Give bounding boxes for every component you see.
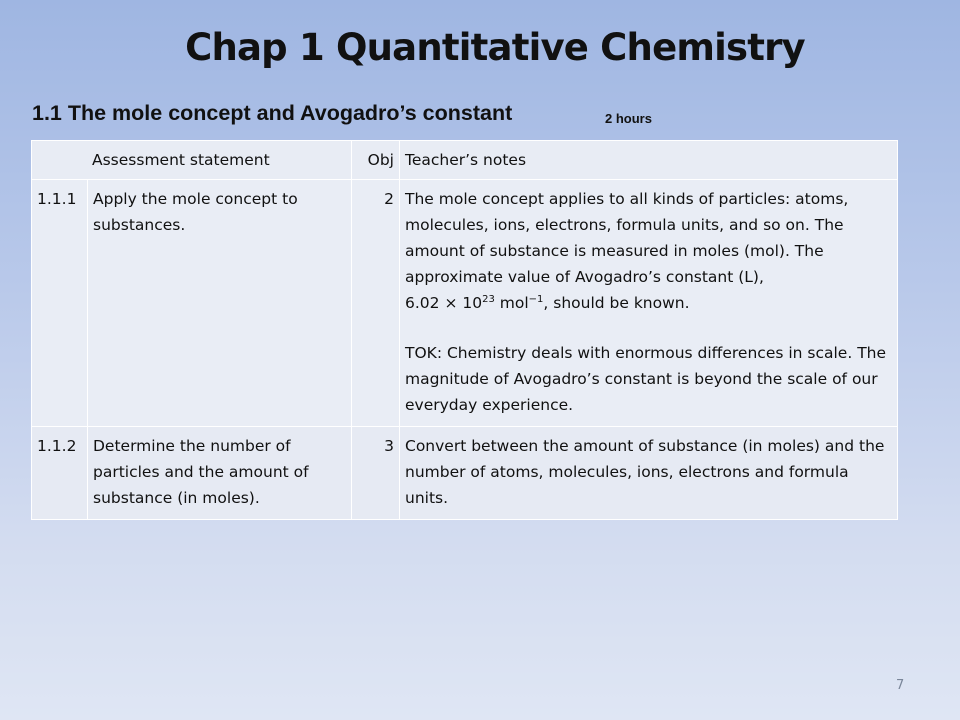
row-obj: 2 (352, 180, 400, 427)
duration-label: 2 hours (605, 111, 652, 126)
row-statement: Determine the number of particles and the amount of substance (in moles). (88, 427, 352, 520)
notes-text: The mole concept applies to all kinds of particles: atoms, molecules, ions, electrons, formula units, and so on. The amount of substance is measured in moles (mol). The approximate value of Avogadro’s constant (L), (405, 190, 849, 286)
table-header-row (32, 141, 898, 180)
row-notes: Convert between the amount of substance (in moles) and the number of atoms, molecules, ions, electrons and formula units. (400, 427, 898, 520)
table-row (32, 427, 898, 520)
section-heading: 1.1 The mole concept and Avogadro’s constant (32, 101, 513, 125)
page-number: 7 (896, 678, 905, 693)
slide-title: Chap 1 Quantitative Chemistry (185, 26, 805, 69)
tok-note: TOK: Chemistry deals with enormous differences in scale. The magnitude of Avogadro’s constant is beyond the scale of our everyday experience. (405, 344, 887, 414)
table-row (32, 180, 898, 427)
row-code: 1.1.2 (32, 427, 88, 520)
row-notes (400, 180, 898, 427)
header-assessment-statement: Assessment statement (32, 141, 352, 180)
avogadro-value: $6.02 \times 10^{23}$ mol$^{-1}$, should be known. (405, 293, 690, 312)
header-teachers-notes: Teacher’s notes (400, 141, 898, 180)
syllabus-table (31, 140, 898, 520)
row-statement: Apply the mole concept to substances. (88, 180, 352, 427)
header-obj: Obj (352, 141, 400, 180)
row-code: 1.1.1 (32, 180, 88, 427)
row-obj: 3 (352, 427, 400, 520)
